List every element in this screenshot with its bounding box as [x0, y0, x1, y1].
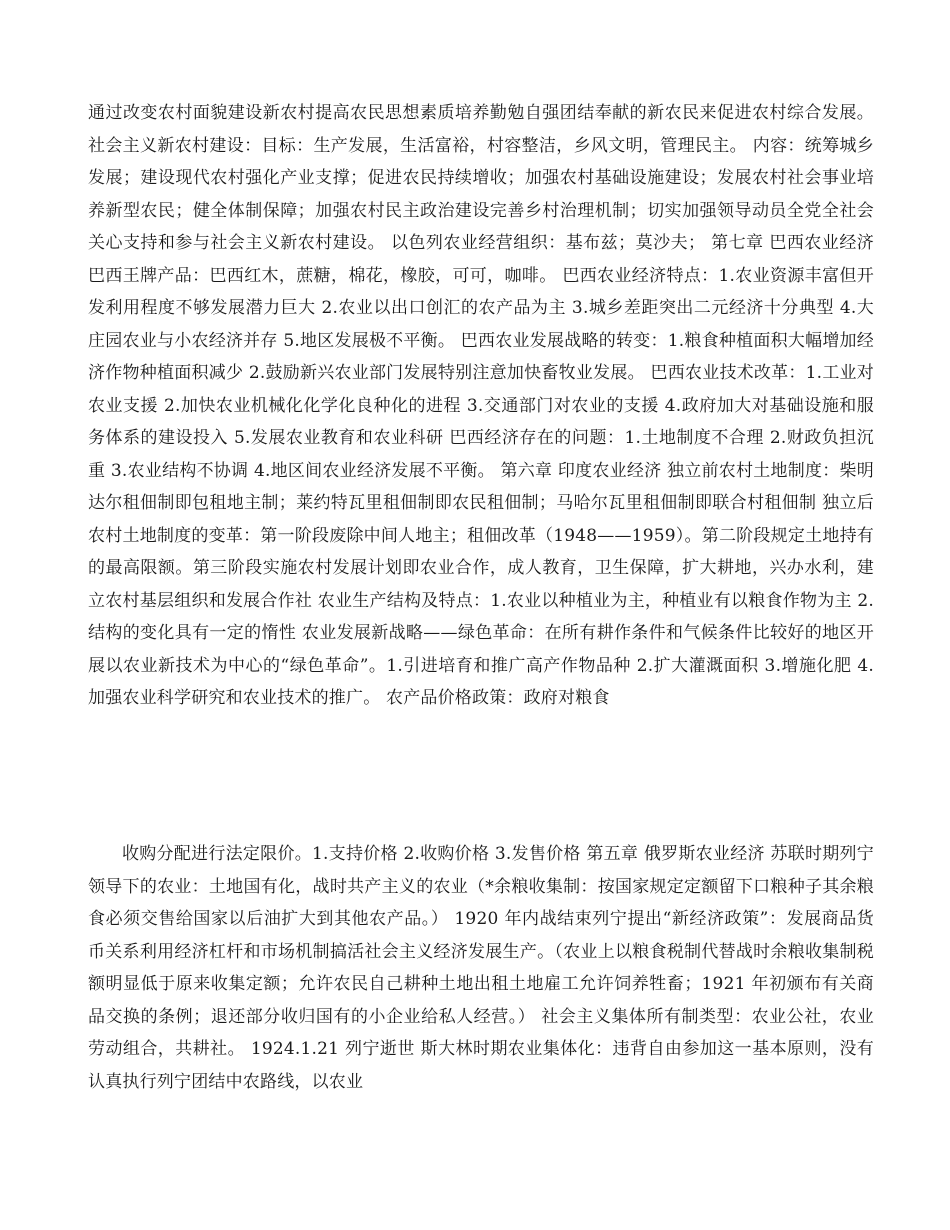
body-paragraph-2: 收购分配进行法定限价。1.支持价格 2.收购价格 3.发售价格 第五章 俄罗斯农业经济 苏联时期列宁领导下的农业：土地国有化，战时共产主义的农业（*余粮收集制：按国家规定定额留下口粮种子其余粮食必须交售给国家以后油扩大到其他农产品。） 1920 年内战结束列宁提出“新经济政策”：发展商品货币关系利用经济杠杆和市场机制搞活社会主义经济发展生产。（农业上以粮食税制代替战时余粮收集制税额明显低于原来收集定额；允许农民自己耕种土地出租土地雇工允许饲养牲畜；1921 年初颁布有关商品交换的条例；退还部分收归国有的小企业给私人经营。） 社会主义集体所有制类型：农业公社，农业劳动组合，共耕社。 1924.1.21 列宁逝世 斯大林时期农业集体化：违背自由参加这一基本原则，没有认真执行列宁团结中农路线，以农业 — [88, 844, 874, 1092]
body-paragraph-1: 通过改变农村面貌建设新农村提高农民思想素质培养勤勉自强团结奉献的新农民来促进农村综合发展。 社会主义新农村建设：目标：生产发展，生活富裕，村容整洁，乡风文明，管理民主。 内容：统筹城乡发展；建设现代农村强化产业支撑；促进农民持续增收；加强农村基础设施建设；发展农村社会事业培养新型农民；健全体制保障；加强农村民主政治建设完善乡村治理机制；切实加强领导动员全党全社会关心支持和参与社会主义新农村建设。 以色列农业经营组织：基布兹；莫沙夫； 第七章 巴西农业经济 巴西王牌产品：巴西红木，蔗糖，棉花，橡胶，可可，咖啡。 巴西农业经济特点：1.农业资源丰富但开发利用程度不够发展潜力巨大 2.农业以出口创汇的农产品为主 3.城乡差距突出二元经济十分典型 4.大庄园农业与小农经济并存 5.地区发展极不平衡。 巴西农业发展战略的转变：1.粮食种植面积大幅增加经济作物种植面积减少 2.鼓励新兴农业部门发展特别注意加快畜牧业发展。 巴西农业技术改革：1.工业对农业支援 2.加快农业机械化化学化良种化的进程 3.交通部门对农业的支援 4.政府加大对基础设施和服务体系的建设投入 5.发展农业教育和农业科研 巴西经济存在的问题：1.土地制度不合理 2.财政负担沉重 3.农业结构不协调 4.地区间农业经济发展不平衡。 第六章 印度农业经济 独立前农村土地制度：柴明达尔租佃制即包租地主制；莱约特瓦里租佃制即农民租佃制；马哈尔瓦里租佃制即联合村租佃制 独立后农村土地制度的变革：第一阶段废除中间人地主；租佃改革（1948——1959）。第二阶段规定土地持有的最高限额。第三阶段实施农村发展计划即农业合作，成人教育，卫生保障，扩大耕地，兴办水利，建立农村基层组织和发展合作社 农业生产结构及特点：1.农业以种植业为主，种植业有以粮食作物为主 2.结构的变化具有一定的惰性 农业发展新战略——绿色革命：在所有耕作条件和气候条件比较好的地区开展以农业新技术为中心的“绿色革命”。1.引进培育和推广高产作物品种 2.扩大灌溉面积 3.增施化肥 4.加强农业科学研究和农业技术的推广。 农产品价格政策：政府对粮食 — [88, 103, 874, 708]
